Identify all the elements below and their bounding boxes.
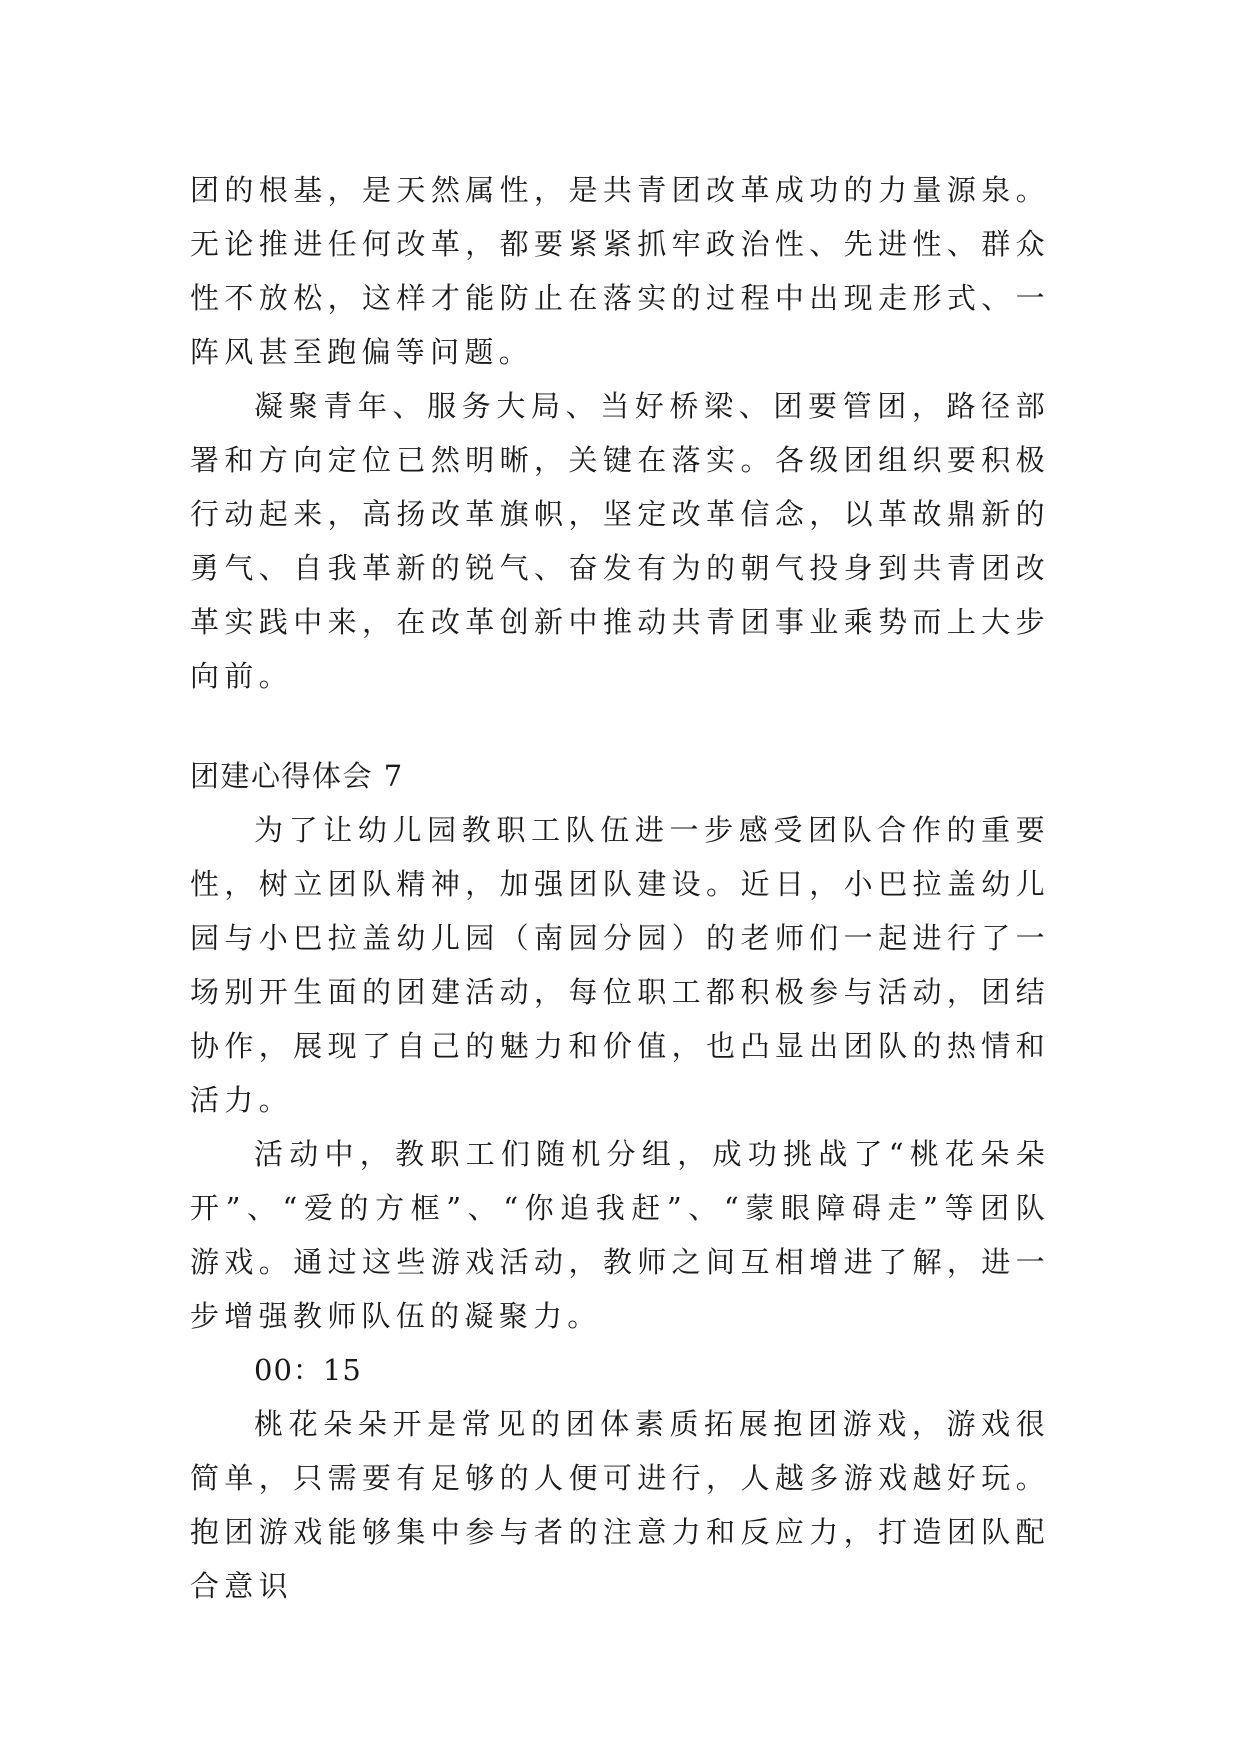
paragraph-activities: 活动中，教职工们随机分组，成功挑战了“桃花朵朵开”、“爱的方框”、“你追我赶”、“蒙眼障碍走”等团队游戏。通过这些游戏活动，教师之间互相增进了解，进一步增强教师队伍的凝聚力。 <box>190 1137 1050 1333</box>
paragraph-team-building-intro: 为了让幼儿园教职工队伍进一步感受团队合作的重要性，树立团队精神，加强团队建设。近日，小巴拉盖幼儿园与小巴拉盖幼儿园（南园分园）的老师们一起进行了一场别开生面的团建活动，每位职工都积极参与活动，团结协作，展现了自己的魅力和价值，也凸显出团队的热情和活力。 <box>190 813 1050 1117</box>
timestamp: 00：15 <box>254 1353 362 1387</box>
paragraph-game-description: 桃花朵朵开是常见的团体素质拓展抱团游戏，游戏很简单，只需要有足够的人便可进行，人越多游戏越好玩。抱团游戏能够集中参与者的注意力和反应力，打造团队配合意识 <box>190 1407 1050 1603</box>
section-heading: 团建心得体会 7 <box>190 759 404 793</box>
paragraph-continuation: 团的根基，是天然属性，是共青团改革成功的力量源泉。无论推进任何改革，都要紧紧抓牢政治性、先进性、群众性不放松，这样才能防止在落实的过程中出现走形式、一阵风甚至跑偏等问题。 <box>190 173 1050 369</box>
paragraph-reform-summary: 凝聚青年、服务大局、当好桥梁、团要管团，路径部署和方向定位已然明晰，关键在落实。各级团组织要积极行动起来，高扬改革旗帜，坚定改革信念，以革故鼎新的勇气、自我革新的锐气、奋发有为的朝气投身到共青团改革实践中来，在改革创新中推动共青团事业乘势而上大步向前。 <box>190 389 1050 693</box>
document-body <box>190 163 1050 1613</box>
